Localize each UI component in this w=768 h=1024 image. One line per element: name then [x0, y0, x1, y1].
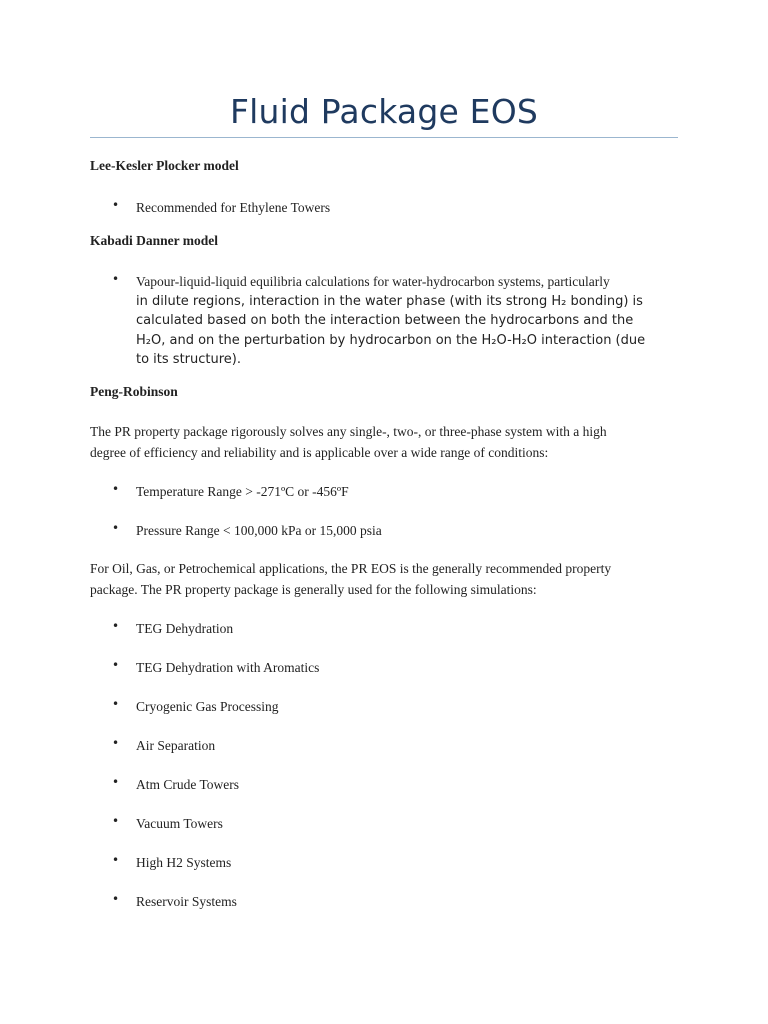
heading-kabadi-danner: Kabadi Danner model — [90, 233, 219, 248]
document-title: Fluid Package EOS — [229, 92, 539, 131]
kd-line-3: calculated based on both the interaction between the hydrocarbons and the — [136, 313, 634, 328]
bullet-icon: • — [112, 892, 120, 906]
bullet-icon: • — [112, 853, 120, 867]
list-item-text: Vacuum Towers — [136, 816, 223, 831]
list-item-text: Reservoir Systems — [136, 894, 237, 909]
kd-line-5: to its structure). — [136, 352, 241, 367]
bullet-icon: • — [112, 619, 120, 633]
list-item-text: Air Separation — [136, 738, 216, 753]
pr-usage-line-1: For Oil, Gas, or Petrochemical applications, the PR EOS is the generally recommended property — [90, 561, 612, 576]
bullet-icon: • — [112, 658, 120, 672]
bullet-icon: • — [112, 272, 120, 286]
list-item-text: Atm Crude Towers — [136, 777, 240, 792]
list-item-text: Cryogenic Gas Processing — [136, 699, 279, 714]
list-item-text: High H2 Systems — [136, 855, 232, 870]
bullet-icon: • — [112, 736, 120, 750]
pr-usage-paragraph — [90, 558, 680, 600]
list-item-text: TEG Dehydration with Aromatics — [136, 660, 320, 675]
bullet-icon: • — [112, 482, 120, 496]
kd-line-2: in dilute regions, interaction in the water phase (with its strong H₂ bonding) is — [136, 293, 643, 309]
pr-intro-line-2: degree of efficiency and reliability and is applicable over a wide range of conditions: — [90, 445, 549, 460]
bullet-icon: • — [112, 198, 120, 212]
pr-usage-line-2: package. The PR property package is generally used for the following simulations: — [90, 582, 537, 597]
kd-line-4: H₂O, and on the perturbation by hydrocarbon on the H₂O-H₂O interaction (due — [136, 332, 646, 348]
list-item-text: Pressure Range < 100,000 kPa or 15,000 psia — [136, 523, 382, 538]
title-divider — [90, 137, 678, 138]
list-item-text: Recommended for Ethylene Towers — [136, 200, 331, 215]
bullet-icon: • — [112, 814, 120, 828]
bullet-icon: • — [112, 697, 120, 711]
bullet-icon: • — [112, 521, 120, 535]
heading-peng-robinson: Peng-Robinson — [90, 384, 178, 399]
bullet-icon: • — [112, 775, 120, 789]
heading-lee-kesler: Lee-Kesler Plocker model — [90, 158, 239, 173]
list-item-text: TEG Dehydration — [136, 621, 234, 636]
pr-intro-line-1: The PR property package rigorously solves any single-, two-, or three-phase system with a high — [90, 424, 607, 439]
kd-line-1: Vapour-liquid-liquid equilibria calculations for water-hydrocarbon systems, particularly — [136, 274, 610, 289]
list-item-text: Temperature Range > -271ºC or -456ºF — [136, 484, 349, 499]
list-item-text — [136, 272, 686, 370]
pr-intro-paragraph — [90, 421, 680, 463]
